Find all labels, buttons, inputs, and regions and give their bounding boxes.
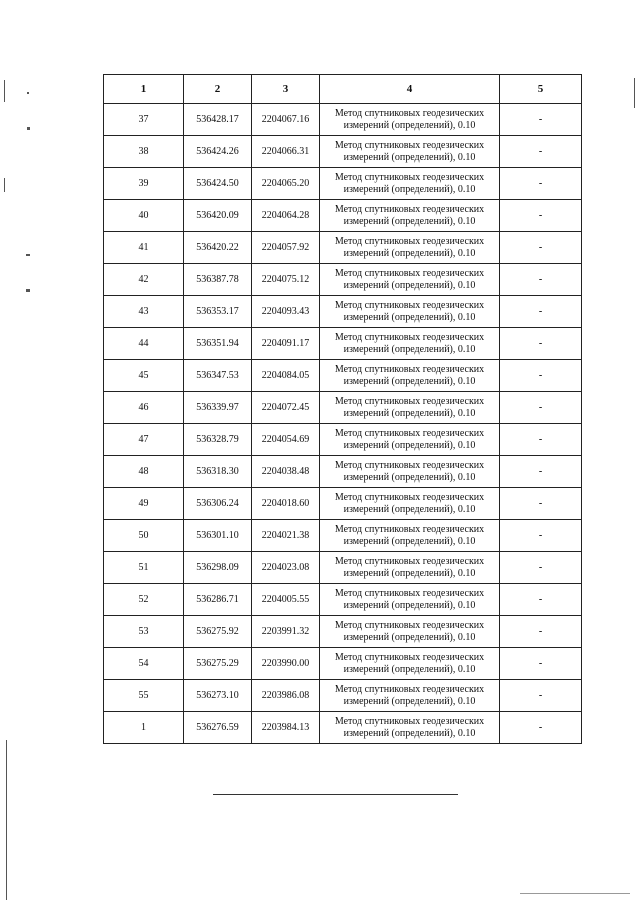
- y-coordinate-cell: 2204023.08: [252, 552, 320, 584]
- column-5-cell: -: [500, 552, 582, 584]
- method-line: Метод спутниковых геодезических: [334, 555, 485, 567]
- method-cell: [320, 584, 500, 616]
- column-5-cell: -: [500, 392, 582, 424]
- y-coordinate-cell: 2204065.20: [252, 168, 320, 200]
- method-cell: [320, 296, 500, 328]
- method-line: Метод спутниковых геодезических: [334, 107, 485, 119]
- method-line: Метод спутниковых геодезических: [334, 171, 485, 183]
- x-coordinate-cell: 536420.09: [184, 200, 252, 232]
- x-coordinate-cell: 536424.50: [184, 168, 252, 200]
- table-row: [104, 104, 582, 136]
- method-cell: [320, 104, 500, 136]
- x-coordinate-cell: 536275.92: [184, 616, 252, 648]
- x-coordinate-cell: 536351.94: [184, 328, 252, 360]
- y-coordinate-cell: 2204064.28: [252, 200, 320, 232]
- table-header-row: [104, 75, 582, 104]
- table-row: [104, 200, 582, 232]
- column-5-cell: -: [500, 648, 582, 680]
- point-number-cell: 46: [104, 392, 184, 424]
- point-number-cell: 55: [104, 680, 184, 712]
- table-row: [104, 328, 582, 360]
- x-coordinate-cell: 536420.22: [184, 232, 252, 264]
- y-coordinate-cell: 2203986.08: [252, 680, 320, 712]
- table-row: [104, 488, 582, 520]
- x-coordinate-cell: 536286.71: [184, 584, 252, 616]
- table-row: [104, 392, 582, 424]
- header-cell: 3: [252, 75, 320, 104]
- point-number-cell: 52: [104, 584, 184, 616]
- header-cell: 1: [104, 75, 184, 104]
- point-number-cell: 51: [104, 552, 184, 584]
- method-line: измерений (определений), 0.10: [343, 183, 476, 195]
- method-line: Метод спутниковых геодезических: [334, 715, 485, 727]
- point-number-cell: 50: [104, 520, 184, 552]
- column-5-cell: -: [500, 616, 582, 648]
- column-5-cell: -: [500, 296, 582, 328]
- x-coordinate-cell: 536301.10: [184, 520, 252, 552]
- y-coordinate-cell: 2204072.45: [252, 392, 320, 424]
- method-line: Метод спутниковых геодезических: [334, 491, 485, 503]
- method-line: Метод спутниковых геодезических: [334, 523, 485, 535]
- table-row: [104, 520, 582, 552]
- y-coordinate-cell: 2204091.17: [252, 328, 320, 360]
- scan-artifact: [27, 127, 30, 130]
- column-5-cell: -: [500, 168, 582, 200]
- method-cell: [320, 200, 500, 232]
- x-coordinate-cell: 536339.97: [184, 392, 252, 424]
- method-line: измерений (определений), 0.10: [343, 279, 476, 291]
- point-number-cell: 39: [104, 168, 184, 200]
- y-coordinate-cell: 2204021.38: [252, 520, 320, 552]
- point-number-cell: 42: [104, 264, 184, 296]
- method-line: Метод спутниковых геодезических: [334, 139, 485, 151]
- column-5-cell: -: [500, 488, 582, 520]
- method-line: Метод спутниковых геодезических: [334, 363, 485, 375]
- method-cell: [320, 680, 500, 712]
- method-line: измерений (определений), 0.10: [343, 119, 476, 131]
- y-coordinate-cell: 2204075.12: [252, 264, 320, 296]
- method-line: измерений (определений), 0.10: [343, 215, 476, 227]
- x-coordinate-cell: 536387.78: [184, 264, 252, 296]
- x-coordinate-cell: 536318.30: [184, 456, 252, 488]
- point-number-cell: 1: [104, 712, 184, 744]
- header-cell: 5: [500, 75, 582, 104]
- x-coordinate-cell: 536347.53: [184, 360, 252, 392]
- method-line: измерений (определений), 0.10: [343, 631, 476, 643]
- point-number-cell: 43: [104, 296, 184, 328]
- scan-artifact: [26, 289, 30, 292]
- method-line: измерений (определений), 0.10: [343, 471, 476, 483]
- x-coordinate-cell: 536353.17: [184, 296, 252, 328]
- y-coordinate-cell: 2204084.05: [252, 360, 320, 392]
- method-line: Метод спутниковых геодезических: [334, 395, 485, 407]
- x-coordinate-cell: 536306.24: [184, 488, 252, 520]
- y-coordinate-cell: 2204005.55: [252, 584, 320, 616]
- scan-artifact: [27, 92, 29, 94]
- method-line: измерений (определений), 0.10: [343, 247, 476, 259]
- y-coordinate-cell: 2204093.43: [252, 296, 320, 328]
- header-cell: 2: [184, 75, 252, 104]
- table-row: [104, 168, 582, 200]
- scan-artifact: [4, 178, 5, 192]
- column-5-cell: -: [500, 520, 582, 552]
- point-number-cell: 49: [104, 488, 184, 520]
- method-cell: [320, 168, 500, 200]
- point-number-cell: 44: [104, 328, 184, 360]
- table-row: [104, 680, 582, 712]
- x-coordinate-cell: 536424.26: [184, 136, 252, 168]
- scan-artifact: [6, 740, 7, 900]
- y-coordinate-cell: 2204018.60: [252, 488, 320, 520]
- x-coordinate-cell: 536275.29: [184, 648, 252, 680]
- method-line: измерений (определений), 0.10: [343, 407, 476, 419]
- method-line: измерений (определений), 0.10: [343, 663, 476, 675]
- method-line: измерений (определений), 0.10: [343, 375, 476, 387]
- point-number-cell: 48: [104, 456, 184, 488]
- point-number-cell: 38: [104, 136, 184, 168]
- table-row: [104, 264, 582, 296]
- table-row: [104, 648, 582, 680]
- method-cell: [320, 264, 500, 296]
- table-row: [104, 360, 582, 392]
- column-5-cell: -: [500, 232, 582, 264]
- column-5-cell: -: [500, 136, 582, 168]
- method-cell: [320, 616, 500, 648]
- method-line: измерений (определений), 0.10: [343, 567, 476, 579]
- method-cell: [320, 424, 500, 456]
- y-coordinate-cell: 2204067.16: [252, 104, 320, 136]
- method-cell: [320, 520, 500, 552]
- method-cell: [320, 136, 500, 168]
- column-5-cell: -: [500, 424, 582, 456]
- method-line: Метод спутниковых геодезических: [334, 203, 485, 215]
- method-line: Метод спутниковых геодезических: [334, 651, 485, 663]
- table-row: [104, 232, 582, 264]
- column-5-cell: -: [500, 104, 582, 136]
- method-cell: [320, 360, 500, 392]
- y-coordinate-cell: 2204066.31: [252, 136, 320, 168]
- column-5-cell: -: [500, 264, 582, 296]
- header-cell: 4: [320, 75, 500, 104]
- table-body: [104, 104, 582, 744]
- method-cell: [320, 712, 500, 744]
- column-5-cell: -: [500, 328, 582, 360]
- y-coordinate-cell: 2203984.13: [252, 712, 320, 744]
- method-line: измерений (определений), 0.10: [343, 439, 476, 451]
- method-line: Метод спутниковых геодезических: [334, 299, 485, 311]
- y-coordinate-cell: 2203990.00: [252, 648, 320, 680]
- method-line: Метод спутниковых геодезических: [334, 331, 485, 343]
- method-line: измерений (определений), 0.10: [343, 311, 476, 323]
- y-coordinate-cell: 2204057.92: [252, 232, 320, 264]
- method-cell: [320, 552, 500, 584]
- x-coordinate-cell: 536328.79: [184, 424, 252, 456]
- x-coordinate-cell: 536276.59: [184, 712, 252, 744]
- method-cell: [320, 648, 500, 680]
- y-coordinate-cell: 2203991.32: [252, 616, 320, 648]
- y-coordinate-cell: 2204054.69: [252, 424, 320, 456]
- method-line: измерений (определений), 0.10: [343, 343, 476, 355]
- column-5-cell: -: [500, 456, 582, 488]
- method-line: измерений (определений), 0.10: [343, 727, 476, 739]
- column-5-cell: -: [500, 584, 582, 616]
- method-line: Метод спутниковых геодезических: [334, 267, 485, 279]
- method-cell: [320, 328, 500, 360]
- y-coordinate-cell: 2204038.48: [252, 456, 320, 488]
- method-line: Метод спутниковых геодезических: [334, 619, 485, 631]
- method-line: измерений (определений), 0.10: [343, 535, 476, 547]
- method-line: Метод спутниковых геодезических: [334, 587, 485, 599]
- table-row: [104, 456, 582, 488]
- method-line: Метод спутниковых геодезических: [334, 427, 485, 439]
- table-row: [104, 296, 582, 328]
- point-number-cell: 47: [104, 424, 184, 456]
- point-number-cell: 40: [104, 200, 184, 232]
- point-number-cell: 54: [104, 648, 184, 680]
- method-line: Метод спутниковых геодезических: [334, 683, 485, 695]
- method-line: Метод спутниковых геодезических: [334, 459, 485, 471]
- x-coordinate-cell: 536428.17: [184, 104, 252, 136]
- method-line: Метод спутниковых геодезических: [334, 235, 485, 247]
- table-row: [104, 136, 582, 168]
- point-number-cell: 45: [104, 360, 184, 392]
- x-coordinate-cell: 536298.09: [184, 552, 252, 584]
- x-coordinate-cell: 536273.10: [184, 680, 252, 712]
- column-5-cell: -: [500, 680, 582, 712]
- point-number-cell: 41: [104, 232, 184, 264]
- method-line: измерений (определений), 0.10: [343, 503, 476, 515]
- coordinates-table: [103, 74, 582, 744]
- method-line: измерений (определений), 0.10: [343, 599, 476, 611]
- column-5-cell: -: [500, 360, 582, 392]
- point-number-cell: 37: [104, 104, 184, 136]
- table-row: [104, 424, 582, 456]
- scan-artifact: [634, 78, 635, 108]
- scan-artifact: [520, 893, 630, 894]
- method-line: измерений (определений), 0.10: [343, 151, 476, 163]
- table-row: [104, 616, 582, 648]
- method-line: измерений (определений), 0.10: [343, 695, 476, 707]
- method-cell: [320, 232, 500, 264]
- scan-artifact: [4, 80, 5, 102]
- table-row: [104, 584, 582, 616]
- signature-line: [213, 794, 458, 795]
- table-row: [104, 552, 582, 584]
- point-number-cell: 53: [104, 616, 184, 648]
- column-5-cell: -: [500, 200, 582, 232]
- column-5-cell: -: [500, 712, 582, 744]
- method-cell: [320, 488, 500, 520]
- scan-artifact: [26, 254, 30, 256]
- method-cell: [320, 456, 500, 488]
- table-row: [104, 712, 582, 744]
- method-cell: [320, 392, 500, 424]
